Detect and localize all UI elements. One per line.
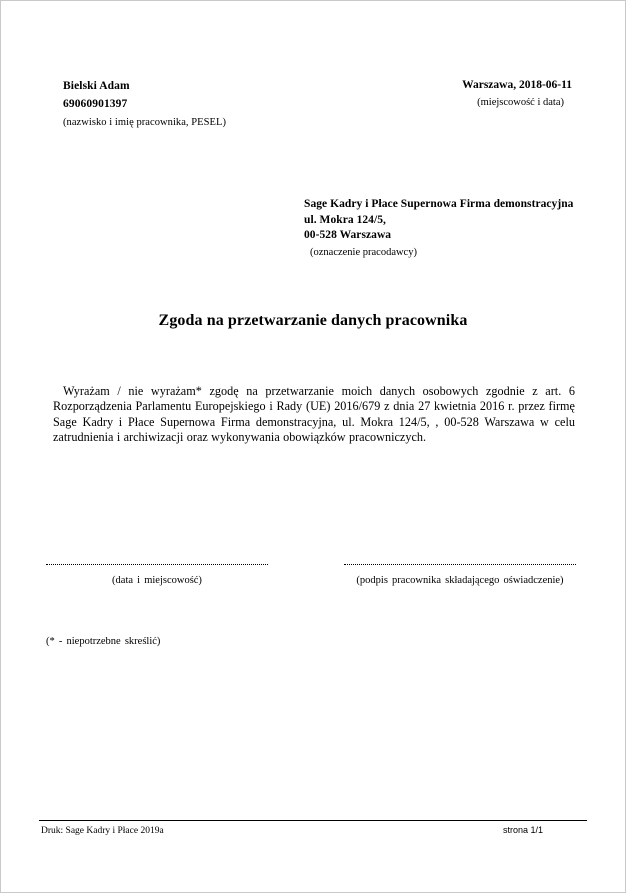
employer-name: Sage Kadry i Płace Supernowa Firma demonstracyjna <box>304 198 574 210</box>
employer-street: ul. Mokra 124/5, <box>304 213 386 226</box>
footnote: (* - niepotrzebne skreślić) <box>46 636 161 647</box>
document-title: Zgoda na przetwarzanie danych pracownika <box>158 312 468 329</box>
place-date-block <box>312 77 572 111</box>
signature-date-place-caption: (data i miejscowość) <box>112 575 202 586</box>
employee-caption: (nazwisko i imię pracownika, PESEL) <box>63 117 227 128</box>
consent-body-text: Wyrażam / nie wyrażam* zgodę na przetwarzanie moich danych osobowych zgodnie z art. 6 Rozporządzenia Parlamentu Europejskiego i Rady (UE) 2016/679 z dnia 27 kwietnia 2016 r. przez firmę Sage Kadry i Płace Supernowa Firma demonstracyjna, ul. Mokra 124/5, , 00-528 Warszawa w celu zatrudnienia i archiwizacji oraz wykonywania obowiązków pracowniczych. <box>53 384 575 445</box>
document-header <box>1 71 625 141</box>
employee-pesel: 69060901397 <box>63 98 128 110</box>
employer-caption: (oznaczenie pracodawcy) <box>310 246 417 258</box>
signature-employee-caption: (podpis pracownika składającego oświadczenie) <box>356 575 564 586</box>
place-and-date: Warszawa, 2018-06-11 <box>462 79 572 91</box>
employee-name: Bielski Adam <box>63 80 130 92</box>
page-footer <box>39 820 587 840</box>
signature-date-place-field[interactable] <box>46 564 268 588</box>
footer-page-number: strona 1/1 <box>502 825 543 835</box>
signature-employee-field[interactable] <box>344 564 576 588</box>
place-and-date-caption: (miejscowość i data) <box>477 97 564 108</box>
footer-form-source: Druk: Sage Kadry i Płace 2019a <box>41 826 164 836</box>
employer-city: 00-528 Warszawa <box>304 229 392 241</box>
employer-block <box>304 197 594 261</box>
signature-area <box>1 564 625 609</box>
